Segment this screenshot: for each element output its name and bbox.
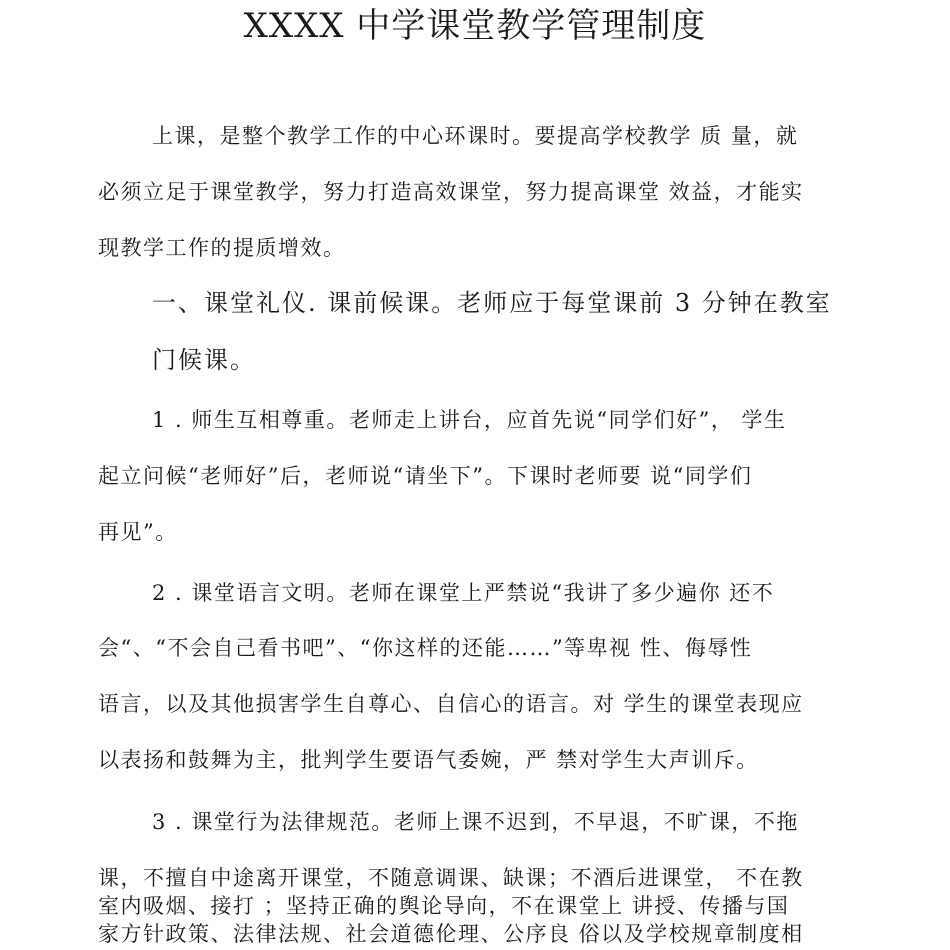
paragraph-line: 必须立足于课堂教学，努力打造高效课堂，努力提高课堂 效益，才能实 <box>98 180 804 204</box>
paragraph-line: 家方针政策、法律法规、社会道德伦理、公序良 俗以及学校规章制度相 <box>98 922 804 946</box>
paragraph-line: 语言，以及其他损害学生自尊心、自信心的语言。对 学生的课堂表现应 <box>98 692 804 716</box>
section-heading-line: 一、课堂礼仪. 课前候课。老师应于每堂课前 3 分钟在教室 <box>152 289 832 317</box>
paragraph-line: 3 . 课堂行为法律规范。老师上课不迟到，不早退，不旷课，不拖 <box>152 810 799 834</box>
paragraph-line: 课，不擅自中途离开课堂，不随意调课、缺课；不酒后进课堂， 不在教 <box>98 866 804 890</box>
paragraph-line: 现教学工作的提质增效。 <box>98 236 346 260</box>
paragraph-line: 以表扬和鼓舞为主，批判学生要语气委婉，严 禁对学生大声训斥。 <box>98 748 759 772</box>
paragraph-line: 2 . 课堂语言文明。老师在课堂上严禁说“我讲了多少遍你 还不 <box>152 581 775 605</box>
paragraph-line: 起立问候“老师好”后，老师说“请坐下”。下课时老师要 说“同学们 <box>98 464 753 488</box>
paragraph-line: 会“、“不会自己看书吧”、“你这样的还能……”等卑视 性、侮辱性 <box>98 636 753 660</box>
paragraph-line: 1 . 师生互相尊重。老师走上讲台，应首先说“同学们好”， 学生 <box>152 408 787 432</box>
paragraph-line: 上课，是整个教学工作的中心环课时。要提高学校教学 质 量，就 <box>152 124 799 148</box>
paragraph-line: 室内吸烟、接打 ；坚持正确的舆论导向，不在课堂上 讲授、传播与国 <box>98 894 790 918</box>
paragraph-line: 再见”。 <box>98 520 178 544</box>
section-heading-line: 门候课。 <box>152 346 256 374</box>
document-title: XXXX 中学课堂教学管理制度 <box>243 6 707 46</box>
